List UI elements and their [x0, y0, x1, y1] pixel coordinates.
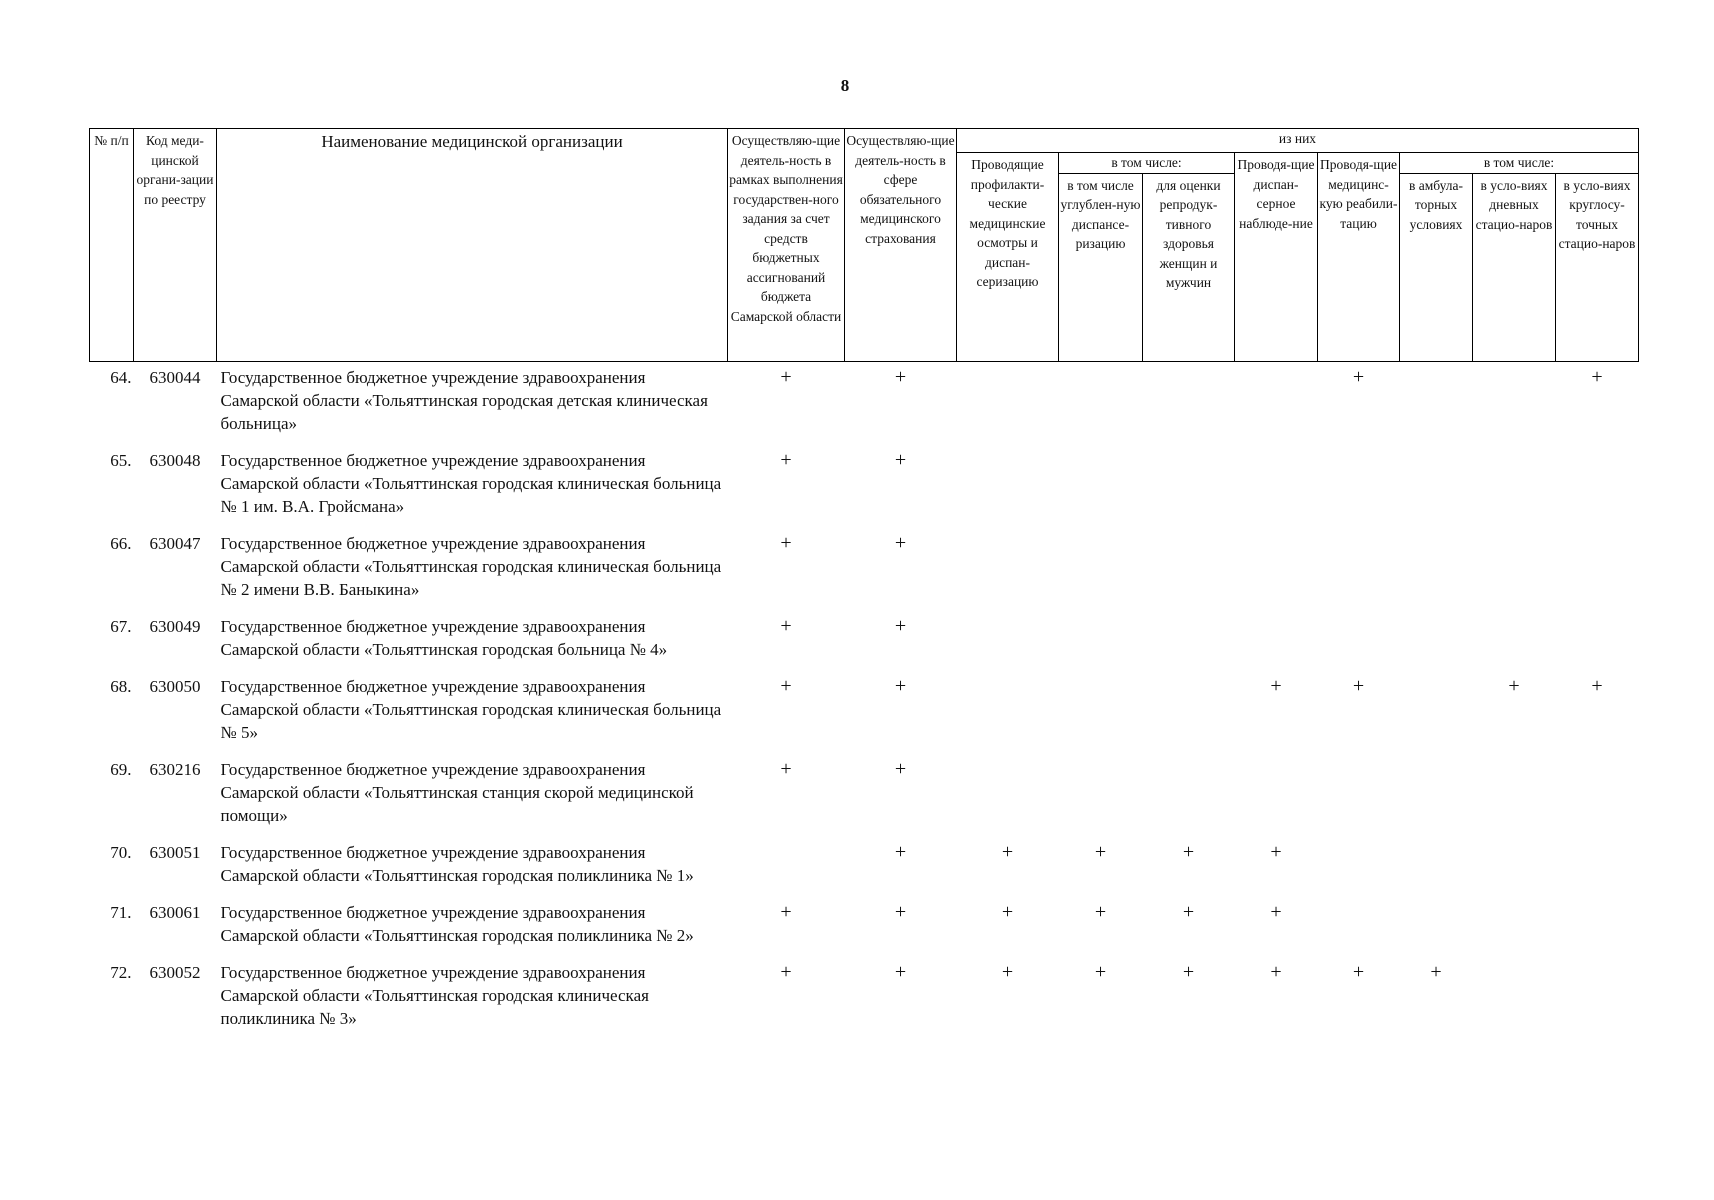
- row-mark-col-7: +: [1352, 365, 1365, 388]
- row-mark-col-8: [1400, 897, 1473, 957]
- row-organization-name: Государственное бюджетное учреждение здравоохранения Самарской области «Тольяттинская городская клиническая поликлиника № 3»: [220, 962, 649, 1028]
- row-mark-col-3: +: [1001, 900, 1014, 923]
- header-name: Наименование медицинской организации: [217, 129, 728, 362]
- header-ambulatory: в амбула-торных условиях: [1400, 173, 1473, 361]
- row-mark-col-9: [1473, 897, 1556, 957]
- row-number: 64.: [110, 367, 132, 387]
- row-mark-col-1: +: [780, 531, 792, 554]
- row-mark-col-3: [957, 611, 1059, 671]
- row-mark-col-4: [1059, 754, 1143, 837]
- organizations-table-wrapper: [89, 128, 1639, 1040]
- row-mark-col-8: [1400, 671, 1473, 754]
- row-mark-col-9: +: [1508, 674, 1520, 697]
- row-code: 630061: [149, 902, 201, 922]
- row-mark-col-9: [1473, 957, 1556, 1040]
- row-mark-col-4: [1059, 361, 1143, 445]
- row-mark-col-5: +: [1182, 900, 1195, 923]
- header-reproductive: для оценки репродук-тивного здоровья женщин и мужчин: [1143, 173, 1235, 361]
- row-mark-col-6: +: [1270, 900, 1282, 923]
- row-mark-col-10: [1556, 837, 1639, 897]
- row-mark-col-7: [1318, 445, 1400, 528]
- row-number: 70.: [110, 842, 132, 862]
- row-mark-col-6: [1235, 528, 1318, 611]
- row-number: 71.: [110, 902, 132, 922]
- row-mark-col-2: +: [894, 757, 907, 780]
- row-organization-name: Государственное бюджетное учреждение здравоохранения Самарской области «Тольяттинская городская поликлиника № 1»: [220, 842, 694, 885]
- table-body: [90, 361, 1639, 1040]
- row-mark-col-5: [1143, 671, 1235, 754]
- row-mark-col-10: +: [1591, 674, 1603, 697]
- row-mark-col-3: [957, 754, 1059, 837]
- header-including-1: в том числе:: [1059, 153, 1235, 174]
- header-code: Код меди-цинской органи-зации по реестру: [134, 129, 217, 362]
- row-code: 630052: [149, 962, 201, 982]
- row-mark-col-4: [1059, 528, 1143, 611]
- row-mark-col-8: [1400, 361, 1473, 445]
- row-mark-col-5: [1143, 528, 1235, 611]
- row-mark-col-10: [1556, 897, 1639, 957]
- table-row: [90, 671, 1639, 754]
- row-mark-col-10: +: [1591, 365, 1603, 388]
- header-oms: Осуществляю-щие деятель-ность в сфере обязательного медицинского страхования: [845, 129, 957, 362]
- row-code: 630216: [149, 759, 201, 779]
- row-mark-col-3: [957, 528, 1059, 611]
- row-code: 630051: [149, 842, 201, 862]
- organizations-table: [89, 128, 1639, 1040]
- table-row: [90, 754, 1639, 837]
- row-code: 630050: [149, 676, 201, 696]
- row-mark-col-4: [1059, 671, 1143, 754]
- row-mark-col-9: [1473, 611, 1556, 671]
- row-organization-name: Государственное бюджетное учреждение здравоохранения Самарской области «Тольяттинская станция скорой медицинской помощи»: [220, 759, 694, 825]
- row-mark-col-9: [1473, 445, 1556, 528]
- row-number: 65.: [110, 450, 132, 470]
- header-dispensary: Проводя-щие диспан-серное наблюде-ние: [1235, 153, 1318, 362]
- row-mark-col-6: [1235, 361, 1318, 445]
- row-mark-col-7: +: [1352, 674, 1365, 697]
- row-mark-col-5: +: [1182, 960, 1195, 983]
- row-mark-col-1: +: [780, 448, 792, 471]
- row-mark-col-3: [957, 361, 1059, 445]
- table-row: [90, 361, 1639, 445]
- row-mark-col-6: [1235, 611, 1318, 671]
- row-mark-col-10: [1556, 445, 1639, 528]
- row-mark-col-7: [1318, 897, 1400, 957]
- row-mark-col-8: +: [1430, 960, 1442, 983]
- row-mark-col-9: [1473, 361, 1556, 445]
- row-mark-col-1: +: [780, 365, 792, 388]
- row-organization-name: Государственное бюджетное учреждение здравоохранения Самарской области «Тольяттинская городская клиническая больница № 1 им. В.А. Гройсмана»: [220, 450, 722, 516]
- row-mark-col-1: +: [780, 900, 792, 923]
- row-mark-col-1: [728, 837, 845, 897]
- row-organization-name: Государственное бюджетное учреждение здравоохранения Самарской области «Тольяттинская городская клиническая больница № 2 имени В.В. Баныкина»: [220, 533, 722, 599]
- row-mark-col-9: [1473, 528, 1556, 611]
- row-organization-name: Государственное бюджетное учреждение здравоохранения Самарской области «Тольяттинская городская поликлиника № 2»: [220, 902, 694, 945]
- row-mark-col-10: [1556, 611, 1639, 671]
- row-mark-col-8: [1400, 837, 1473, 897]
- row-mark-col-1: +: [780, 960, 792, 983]
- row-number: 66.: [110, 533, 132, 553]
- row-mark-col-8: [1400, 528, 1473, 611]
- row-mark-col-7: [1318, 528, 1400, 611]
- header-rehab: Проводя-щие медицинс-кую реабили-тацию: [1318, 153, 1400, 362]
- row-number: 68.: [110, 676, 132, 696]
- header-day-hospital: в усло-виях дневных стацио-наров: [1473, 173, 1556, 361]
- row-mark-col-4: +: [1094, 960, 1107, 983]
- header-num: № п/п: [90, 129, 134, 362]
- row-mark-col-7: [1318, 837, 1400, 897]
- row-code: 630049: [149, 616, 201, 636]
- row-mark-col-1: +: [780, 757, 792, 780]
- row-organization-name: Государственное бюджетное учреждение здравоохранения Самарской области «Тольяттинская городская больница № 4»: [220, 616, 668, 659]
- row-mark-col-4: +: [1094, 840, 1107, 863]
- row-mark-col-2: +: [894, 531, 907, 554]
- row-mark-col-2: +: [894, 365, 907, 388]
- row-mark-col-5: [1143, 361, 1235, 445]
- header-budget: Осуществляю-щие деятель-ность в рамках выполнения государствен-ного задания за счет средств бюджетных ассигнований бюджета Самарской области: [728, 129, 845, 362]
- row-mark-col-3: +: [1001, 840, 1014, 863]
- row-mark-col-9: [1473, 754, 1556, 837]
- row-mark-col-5: +: [1182, 840, 1195, 863]
- row-organization-name: Государственное бюджетное учреждение здравоохранения Самарской области «Тольяттинская городская клиническая больница № 5»: [220, 676, 722, 742]
- header-including-2: в том числе:: [1400, 153, 1639, 174]
- row-code: 630048: [149, 450, 201, 470]
- row-mark-col-8: [1400, 611, 1473, 671]
- row-mark-col-10: [1556, 528, 1639, 611]
- row-mark-col-2: +: [894, 960, 907, 983]
- row-mark-col-9: [1473, 837, 1556, 897]
- table-row: [90, 528, 1639, 611]
- page-number: 8: [840, 76, 850, 95]
- row-mark-col-5: [1143, 445, 1235, 528]
- row-mark-col-4: [1059, 611, 1143, 671]
- row-mark-col-5: [1143, 611, 1235, 671]
- row-mark-col-3: [957, 671, 1059, 754]
- row-code: 630047: [149, 533, 201, 553]
- row-code: 630044: [149, 367, 201, 387]
- row-mark-col-7: [1318, 754, 1400, 837]
- row-number: 72.: [110, 962, 132, 982]
- row-number: 69.: [110, 759, 132, 779]
- table-row: [90, 837, 1639, 897]
- table-header: [90, 129, 1639, 362]
- header-round-hospital: в усло-виях круглосу-точных стацио-наров: [1556, 173, 1639, 361]
- header-of-them: из них: [957, 129, 1639, 153]
- row-mark-col-2: +: [894, 614, 907, 637]
- table-row: [90, 957, 1639, 1040]
- row-mark-col-5: [1143, 754, 1235, 837]
- row-mark-col-2: +: [894, 448, 907, 471]
- table-row: [90, 897, 1639, 957]
- row-mark-col-8: [1400, 445, 1473, 528]
- row-mark-col-6: +: [1270, 674, 1282, 697]
- row-mark-col-10: [1556, 754, 1639, 837]
- row-mark-col-4: [1059, 445, 1143, 528]
- row-mark-col-7: +: [1352, 960, 1365, 983]
- row-mark-col-2: +: [894, 674, 907, 697]
- table-row: [90, 445, 1639, 528]
- header-prophylactic: Проводящие профилакти-ческие медицинские осмотры и диспан-серизацию: [957, 153, 1059, 362]
- row-mark-col-4: +: [1094, 900, 1107, 923]
- row-mark-col-2: +: [894, 840, 907, 863]
- table-row: [90, 611, 1639, 671]
- row-mark-col-6: +: [1270, 840, 1282, 863]
- row-mark-col-2: +: [894, 900, 907, 923]
- row-mark-col-10: [1556, 957, 1639, 1040]
- row-number: 67.: [110, 616, 132, 636]
- row-mark-col-3: +: [1001, 960, 1014, 983]
- row-organization-name: Государственное бюджетное учреждение здравоохранения Самарской области «Тольяттинская городская детская клиническая больница»: [220, 367, 708, 433]
- row-mark-col-6: +: [1270, 960, 1282, 983]
- row-mark-col-1: +: [780, 674, 792, 697]
- row-mark-col-6: [1235, 754, 1318, 837]
- row-mark-col-6: [1235, 445, 1318, 528]
- row-mark-col-8: [1400, 754, 1473, 837]
- row-mark-col-1: +: [780, 614, 792, 637]
- header-deep-dispensary: в том числе углублен-ную диспансе-ризацию: [1059, 173, 1143, 361]
- row-mark-col-7: [1318, 611, 1400, 671]
- row-mark-col-3: [957, 445, 1059, 528]
